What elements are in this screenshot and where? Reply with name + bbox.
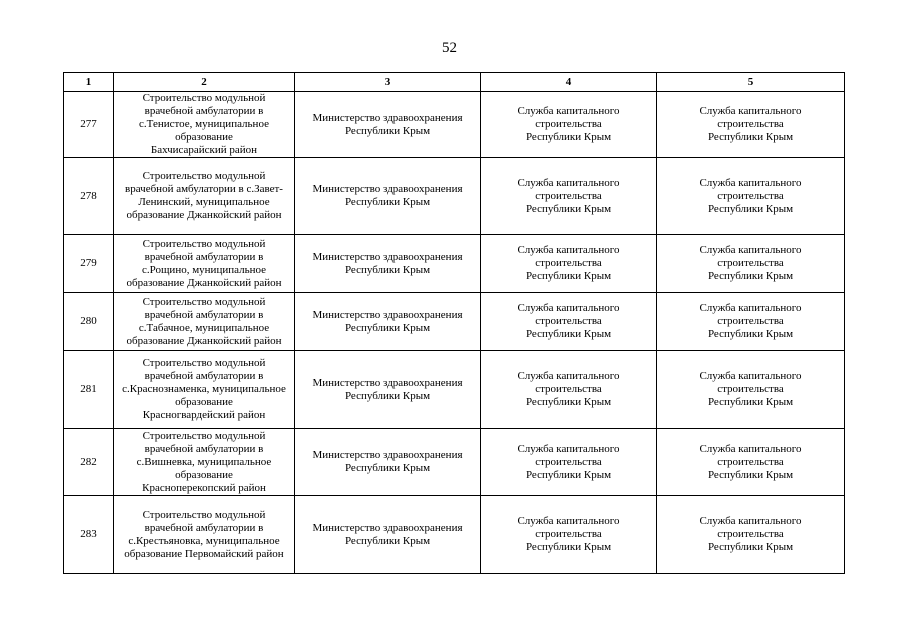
- row-number-cell: 283: [64, 496, 114, 574]
- table-row: [64, 496, 845, 574]
- row-number-cell: 281: [64, 351, 114, 429]
- customer-cell: Министерство здравоохранения Республики Крым: [295, 235, 481, 293]
- object-name-cell: Строительство модульной врачебной амбулатории в с.Завет- Ленинский, муниципальное образование Джанкойский район: [114, 158, 295, 235]
- object-name-cell: Строительство модульной врачебной амбулатории в с.Табачное, муниципальное образование Джанкойский район: [114, 293, 295, 351]
- table-row: [64, 351, 845, 429]
- customer-cell: Министерство здравоохранения Республики Крым: [295, 429, 481, 496]
- column-header: 5: [657, 73, 845, 92]
- column-header: 2: [114, 73, 295, 92]
- column-header: 3: [295, 73, 481, 92]
- table-row: [64, 429, 845, 496]
- developer-cell: Служба капитального строительства Республики Крым: [481, 351, 657, 429]
- table-row: [64, 235, 845, 293]
- page-number: 52: [442, 40, 457, 56]
- operator-cell: Служба капитального строительства Республики Крым: [657, 351, 845, 429]
- row-number-cell: 279: [64, 235, 114, 293]
- operator-cell: Служба капитального строительства Республики Крым: [657, 429, 845, 496]
- row-number-cell: 280: [64, 293, 114, 351]
- customer-cell: Министерство здравоохранения Республики Крым: [295, 158, 481, 235]
- row-number-cell: 282: [64, 429, 114, 496]
- registry-table: [63, 72, 845, 574]
- operator-cell: Служба капитального строительства Республики Крым: [657, 293, 845, 351]
- developer-cell: Служба капитального строительства Республики Крым: [481, 496, 657, 574]
- object-name-cell: Строительство модульной врачебной амбулатории в с.Рощино, муниципальное образование Джанкойский район: [114, 235, 295, 293]
- customer-cell: Министерство здравоохранения Республики Крым: [295, 92, 481, 158]
- developer-cell: Служба капитального строительства Республики Крым: [481, 235, 657, 293]
- developer-cell: Служба капитального строительства Республики Крым: [481, 429, 657, 496]
- developer-cell: Служба капитального строительства Республики Крым: [481, 158, 657, 235]
- customer-cell: Министерство здравоохранения Республики Крым: [295, 293, 481, 351]
- column-header: 1: [64, 73, 114, 92]
- operator-cell: Служба капитального строительства Республики Крым: [657, 496, 845, 574]
- table-header-row: [64, 73, 845, 92]
- customer-cell: Министерство здравоохранения Республики Крым: [295, 496, 481, 574]
- object-name-cell: Строительство модульной врачебной амбулатории в с.Крестьяновка, муниципальное образование Первомайский район: [114, 496, 295, 574]
- row-number-cell: 278: [64, 158, 114, 235]
- table-row: [64, 158, 845, 235]
- object-name-cell: Строительство модульной врачебной амбулатории в с.Тенистое, муниципальное образование Бахчисарайский район: [114, 92, 295, 158]
- operator-cell: Служба капитального строительства Республики Крым: [657, 158, 845, 235]
- row-number-cell: 277: [64, 92, 114, 158]
- developer-cell: Служба капитального строительства Республики Крым: [481, 293, 657, 351]
- table-row: [64, 92, 845, 158]
- customer-cell: Министерство здравоохранения Республики Крым: [295, 351, 481, 429]
- object-name-cell: Строительство модульной врачебной амбулатории в с.Краснознаменка, муниципальное образование Красногвардейский район: [114, 351, 295, 429]
- column-header: 4: [481, 73, 657, 92]
- table-row: [64, 293, 845, 351]
- object-name-cell: Строительство модульной врачебной амбулатории в с.Вишневка, муниципальное образование Красноперекопский район: [114, 429, 295, 496]
- developer-cell: Служба капитального строительства Республики Крым: [481, 92, 657, 158]
- operator-cell: Служба капитального строительства Республики Крым: [657, 235, 845, 293]
- operator-cell: Служба капитального строительства Республики Крым: [657, 92, 845, 158]
